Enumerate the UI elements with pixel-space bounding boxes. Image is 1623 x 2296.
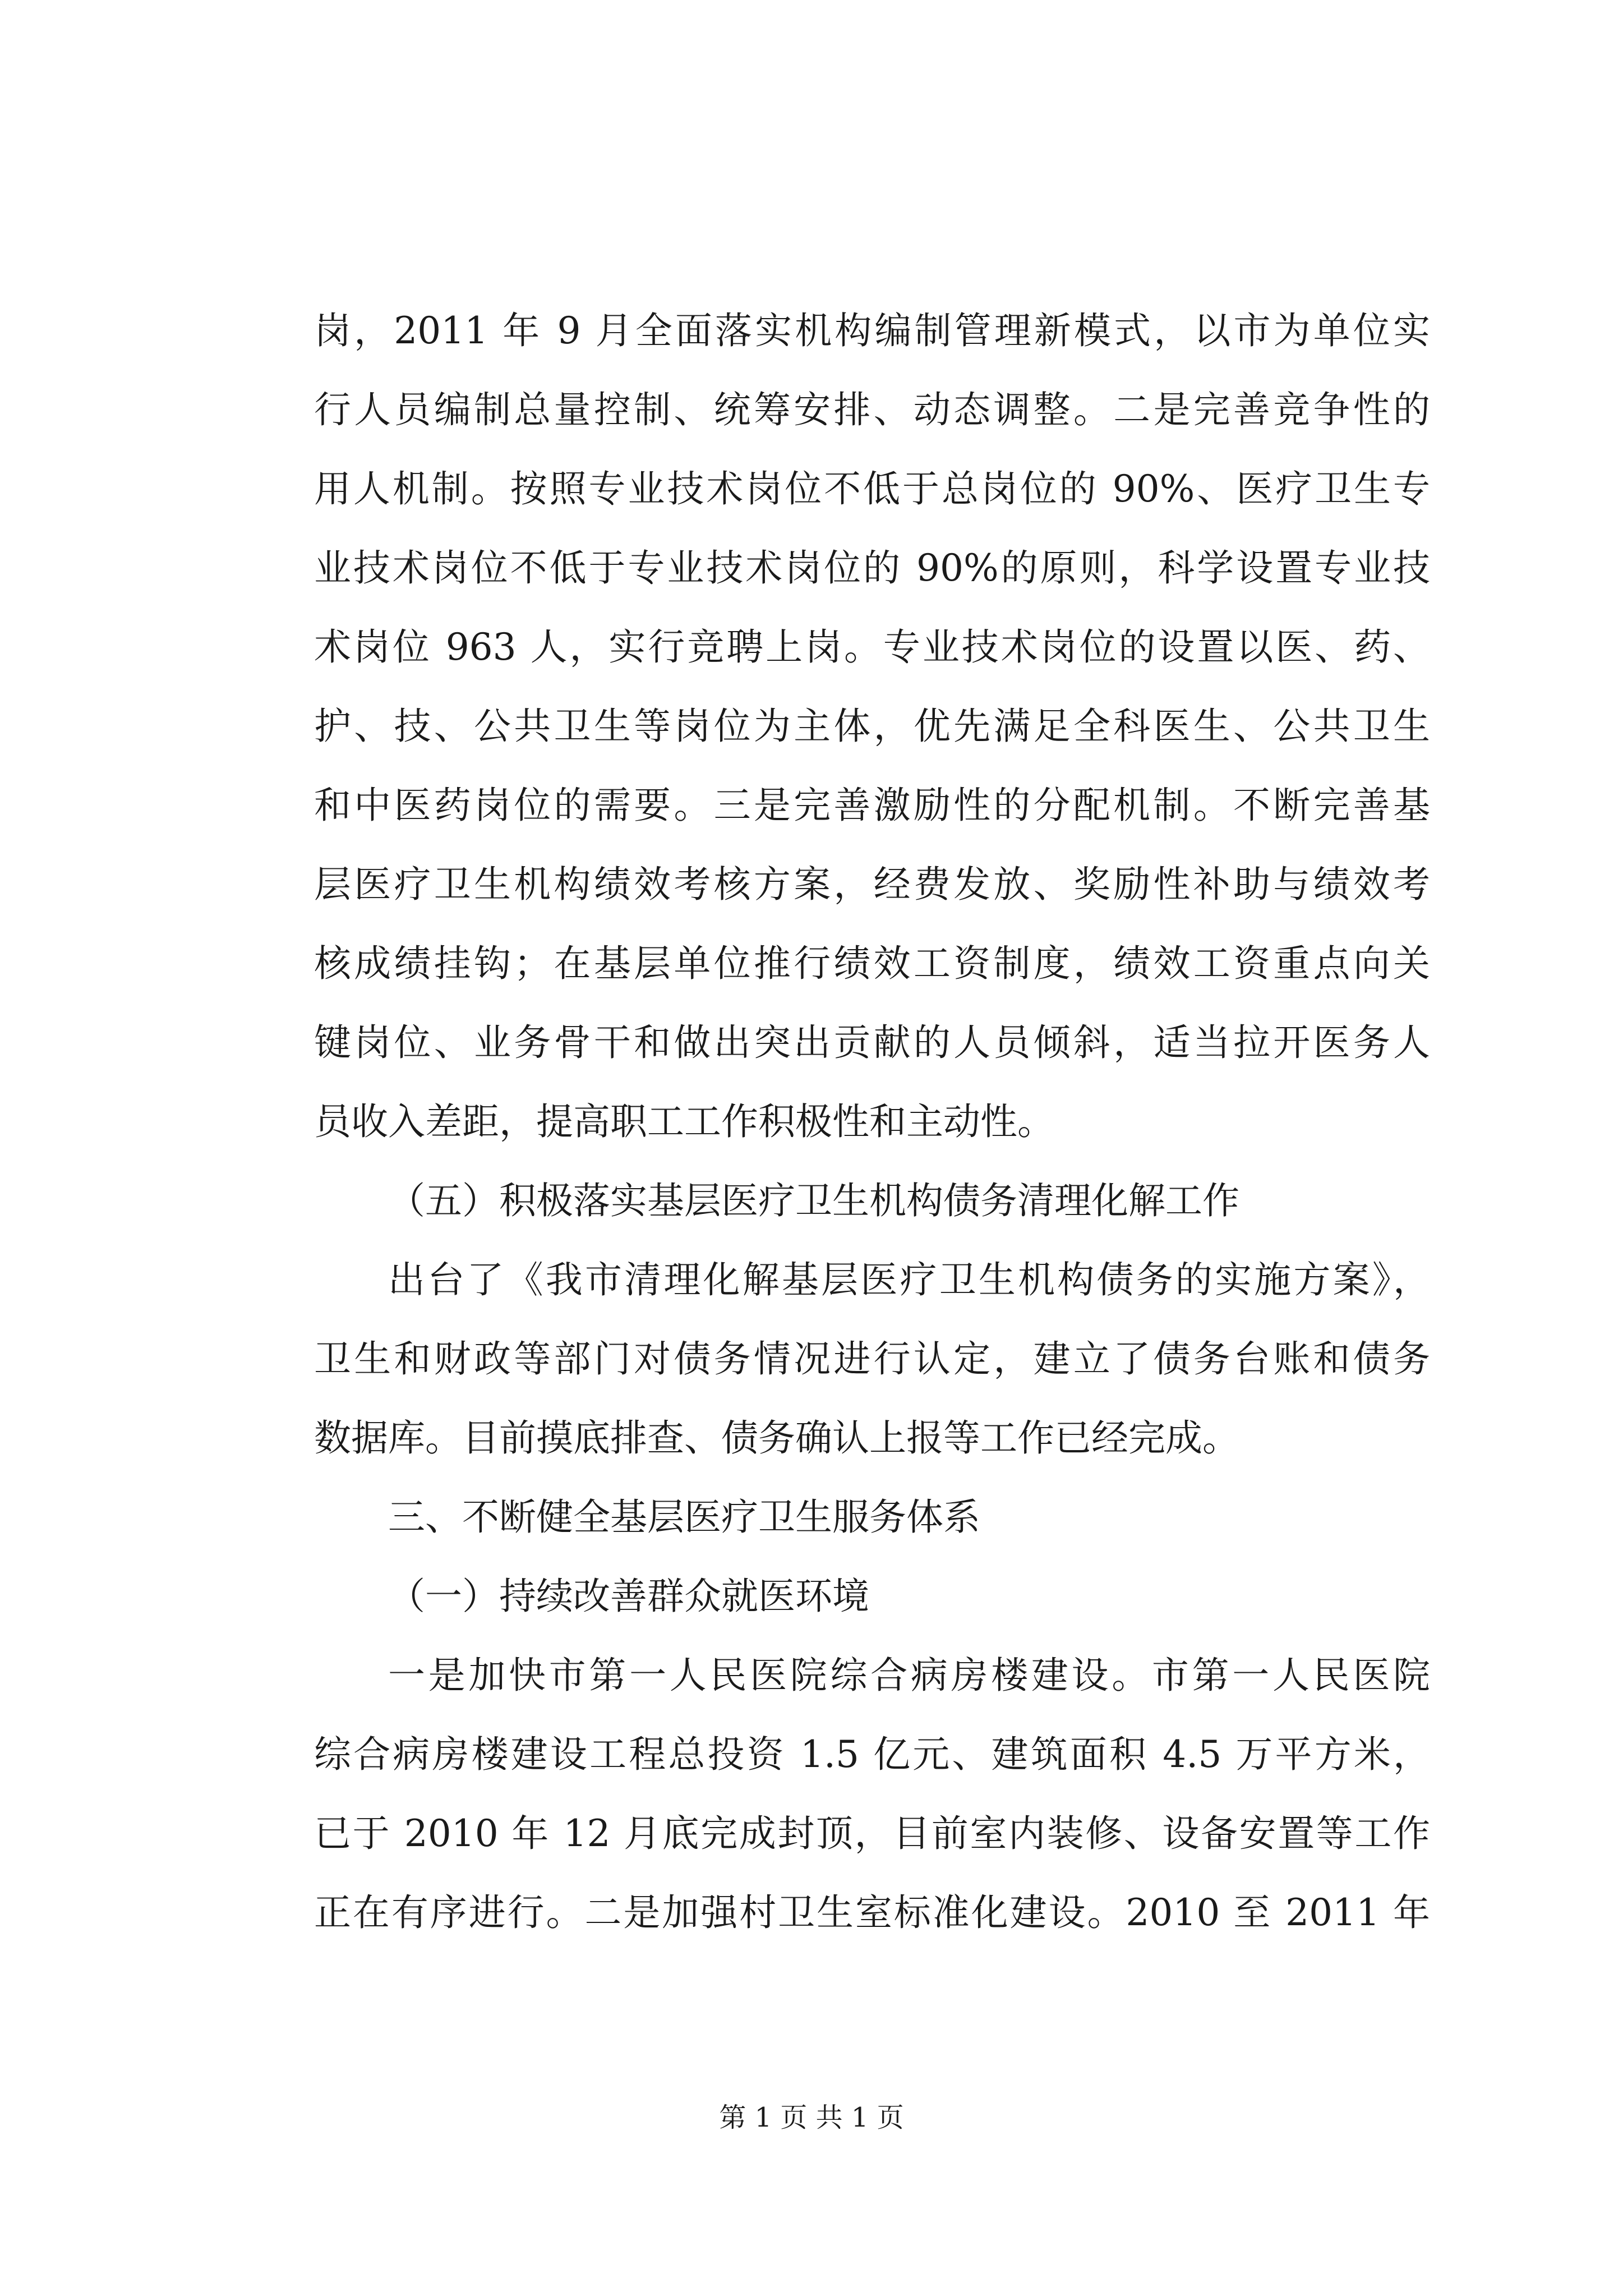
text-line: 卫生和财政等部门对债务情况进行认定，建立了债务台账和债务 xyxy=(314,1337,1430,1381)
text-line: （五）积极落实基层医疗卫生机构债务清理化解工作 xyxy=(388,1179,1239,1222)
text-line: 已于 2010 年 12 月底完成封顶，目前室内装修、设备安置等工作 xyxy=(314,1812,1430,1855)
text-line: 业技术岗位不低于专业技术岗位的 90%的原则，科学设置专业技 xyxy=(314,546,1430,590)
text-line: 护、技、公共卫生等岗位为主体，优先满足全科医生、公共卫生 xyxy=(314,705,1430,748)
text-line: 一是加快市第一人民医院综合病房楼建设。市第一人民医院 xyxy=(388,1654,1430,1697)
text-line: 三、不断健全基层医疗卫生服务体系 xyxy=(388,1496,980,1539)
text-line: 用人机制。按照专业技术岗位不低于总岗位的 90%、医疗卫生专 xyxy=(314,467,1430,510)
text-line: 核成绩挂钩；在基层单位推行绩效工资制度，绩效工资重点向关 xyxy=(314,942,1430,985)
text-line: 员收入差距，提高职工工作积极性和主动性。 xyxy=(314,1100,1054,1143)
text-line: 正在有序进行。二是加强村卫生室标准化建设。2010 至 2011 年 xyxy=(314,1891,1430,1934)
text-line: 数据库。目前摸底排查、债务确认上报等工作已经完成。 xyxy=(314,1416,1239,1460)
text-line: 术岗位 963 人，实行竞聘上岗。专业技术岗位的设置以医、药、 xyxy=(314,625,1430,669)
text-line: 出台了《我市清理化解基层医疗卫生机构债务的实施方案》， xyxy=(388,1258,1430,1301)
text-line: 岗，2011 年 9 月全面落实机构编制管理新模式，以市为单位实 xyxy=(314,309,1430,352)
text-line: （一）持续改善群众就医环境 xyxy=(388,1575,869,1618)
page-footer: 第 1 页 共 1 页 xyxy=(719,2102,904,2133)
text-line: 层医疗卫生机构绩效考核方案，经费发放、奖励性补助与绩效考 xyxy=(314,863,1430,906)
text-line: 综合病房楼建设工程总投资 1.5 亿元、建筑面积 4.5 万平方米， xyxy=(314,1733,1430,1776)
text-line: 和中医药岗位的需要。三是完善激励性的分配机制。不断完善基 xyxy=(314,784,1430,827)
text-line: 行人员编制总量控制、统筹安排、动态调整。二是完善竞争性的 xyxy=(314,388,1430,431)
text-line: 键岗位、业务骨干和做出突出贡献的人员倾斜，适当拉开医务人 xyxy=(314,1021,1430,1064)
